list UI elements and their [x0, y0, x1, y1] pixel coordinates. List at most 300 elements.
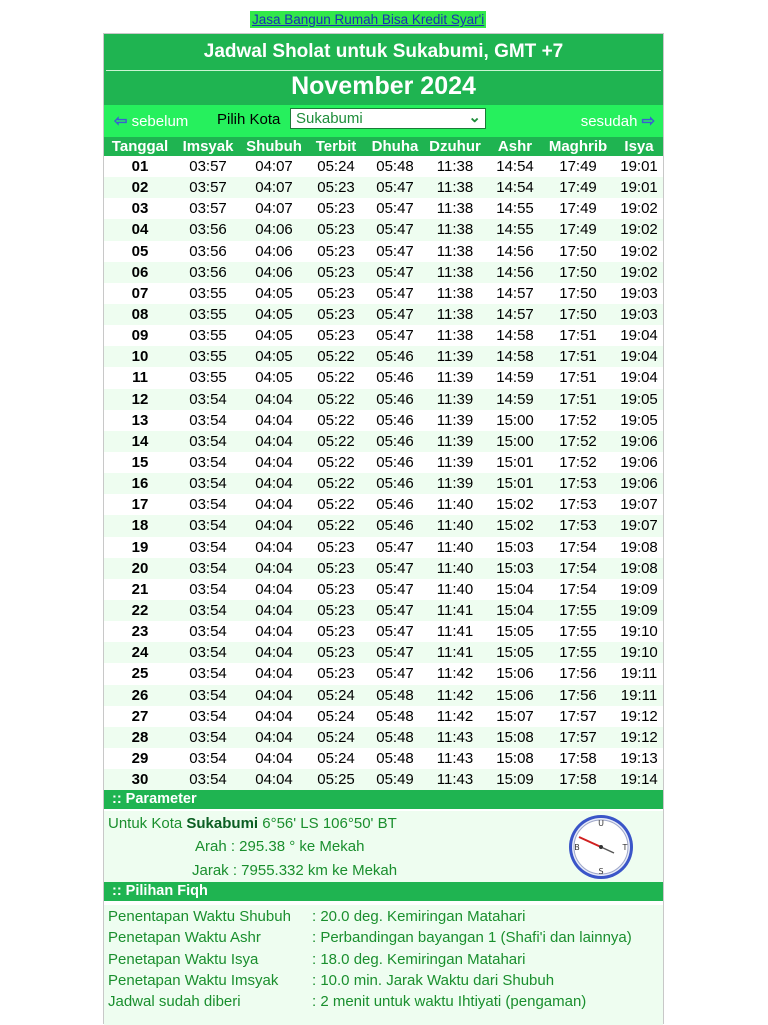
time-cell: 05:23 [317, 221, 355, 239]
time-cell: 03:54 [189, 453, 227, 471]
schedule-table-body [104, 156, 663, 790]
date-cell: 10 [131, 348, 149, 366]
time-cell: 04:04 [255, 432, 293, 450]
table-row [104, 685, 663, 706]
time-cell: 03:54 [189, 601, 227, 619]
time-cell: 03:55 [189, 305, 227, 323]
time-cell: 04:05 [255, 327, 293, 345]
time-cell: 19:02 [620, 263, 658, 281]
time-cell: 11:38 [436, 263, 474, 281]
time-cell: 04:07 [255, 158, 293, 175]
compass-icon [567, 813, 635, 881]
time-cell: 17:50 [559, 242, 597, 260]
time-cell: 17:56 [559, 665, 597, 683]
time-cell: 05:22 [317, 411, 355, 429]
time-cell: 17:51 [559, 369, 597, 387]
time-cell: 05:22 [317, 453, 355, 471]
time-cell: 11:39 [436, 453, 474, 471]
time-cell: 04:04 [255, 623, 293, 641]
time-cell: 03:57 [189, 158, 227, 175]
date-cell: 29 [131, 749, 149, 767]
time-cell: 19:01 [620, 158, 658, 175]
time-cell: 15:01 [496, 453, 534, 471]
date-cell: 12 [131, 390, 149, 408]
table-row [104, 283, 663, 304]
table-row [104, 769, 663, 790]
time-cell: 11:38 [436, 284, 474, 302]
time-cell: 11:40 [436, 496, 474, 514]
time-cell: 05:22 [317, 390, 355, 408]
chevron-down-icon: ⌄ [468, 109, 481, 126]
time-cell: 05:47 [376, 242, 414, 260]
date-cell: 03 [131, 200, 149, 218]
time-cell: 05:24 [317, 158, 355, 175]
time-cell: 15:03 [496, 559, 534, 577]
time-cell: 17:50 [559, 284, 597, 302]
date-cell: 24 [131, 644, 149, 662]
time-cell: 19:09 [620, 601, 658, 619]
time-cell: 17:50 [559, 305, 597, 323]
time-cell: 11:39 [436, 432, 474, 450]
city-select[interactable] [290, 108, 486, 129]
time-cell: 04:04 [255, 580, 293, 598]
qibla-direction: Arah : 295.38 ° ke Mekah [195, 838, 365, 855]
time-cell: 05:48 [376, 707, 414, 725]
time-cell: 04:04 [255, 749, 293, 767]
time-cell: 19:02 [620, 242, 658, 260]
time-cell: 05:46 [376, 390, 414, 408]
time-cell: 15:09 [496, 771, 534, 789]
date-cell: 27 [131, 707, 149, 725]
time-cell: 14:57 [496, 284, 534, 302]
time-cell: 05:23 [317, 263, 355, 281]
time-cell: 04:05 [255, 348, 293, 366]
time-cell: 05:23 [317, 305, 355, 323]
time-cell: 17:55 [559, 601, 597, 619]
time-cell: 19:09 [620, 580, 658, 598]
time-cell: 11:41 [436, 623, 474, 641]
time-cell: 14:56 [496, 242, 534, 260]
date-cell: 18 [131, 517, 149, 535]
time-cell: 11:40 [436, 580, 474, 598]
time-cell: 11:41 [436, 644, 474, 662]
date-cell: 04 [131, 221, 149, 239]
table-row [104, 452, 663, 473]
time-cell: 04:05 [255, 369, 293, 387]
date-cell: 23 [131, 623, 149, 641]
time-cell: 05:46 [376, 496, 414, 514]
time-cell: 15:04 [496, 601, 534, 619]
date-cell: 05 [131, 242, 149, 260]
time-cell: 05:47 [376, 559, 414, 577]
time-cell: 04:04 [255, 644, 293, 662]
parameter-section-header [104, 790, 663, 809]
time-cell: 11:39 [436, 390, 474, 408]
column-header: Maghrib [548, 138, 608, 155]
time-cell: 03:54 [189, 517, 227, 535]
schedule-month: November 2024 [291, 72, 476, 100]
time-cell: 15:08 [496, 728, 534, 746]
time-cell: 04:04 [255, 707, 293, 725]
time-cell: 05:22 [317, 475, 355, 493]
time-cell: 04:05 [255, 284, 293, 302]
table-row [104, 579, 663, 600]
time-cell: 05:24 [317, 749, 355, 767]
table-row [104, 663, 663, 684]
time-cell: 15:05 [496, 644, 534, 662]
fiqh-section [104, 905, 663, 1025]
table-row [104, 558, 663, 579]
time-cell: 04:06 [255, 263, 293, 281]
time-cell: 05:22 [317, 432, 355, 450]
time-cell: 05:22 [317, 369, 355, 387]
time-cell: 05:24 [317, 728, 355, 746]
table-row [104, 156, 663, 177]
next-month-label: sesudah [580, 113, 638, 130]
table-row [104, 367, 663, 388]
time-cell: 11:39 [436, 369, 474, 387]
time-cell: 11:38 [436, 242, 474, 260]
time-cell: 05:46 [376, 348, 414, 366]
time-cell: 05:47 [376, 200, 414, 218]
time-cell: 05:23 [317, 623, 355, 641]
time-cell: 03:54 [189, 686, 227, 704]
time-cell: 17:54 [559, 538, 597, 556]
date-cell: 15 [131, 453, 149, 471]
time-cell: 05:23 [317, 327, 355, 345]
time-cell: 19:06 [620, 432, 658, 450]
mecca-distance: Jarak : 7955.332 km ke Mekah [192, 862, 398, 879]
time-cell: 14:59 [496, 369, 534, 387]
table-row [104, 494, 663, 515]
time-cell: 05:47 [376, 665, 414, 683]
time-cell: 19:03 [620, 284, 658, 302]
time-cell: 05:48 [376, 686, 414, 704]
time-cell: 17:53 [559, 517, 597, 535]
time-cell: 03:54 [189, 538, 227, 556]
time-cell: 05:23 [317, 284, 355, 302]
table-row [104, 262, 663, 283]
time-cell: 03:57 [189, 179, 227, 197]
time-cell: 04:04 [255, 538, 293, 556]
time-cell: 19:02 [620, 221, 658, 239]
fiqh-label: Penentapan Waktu Shubuh [108, 908, 291, 925]
time-cell: 17:55 [559, 644, 597, 662]
table-row [104, 431, 663, 452]
header-divider [106, 70, 661, 71]
table-row [104, 241, 663, 262]
column-header: Shubuh [246, 138, 302, 155]
time-cell: 03:54 [189, 644, 227, 662]
date-cell: 14 [131, 432, 149, 450]
time-cell: 17:52 [559, 432, 597, 450]
time-cell: 03:56 [189, 221, 227, 239]
time-cell: 17:49 [559, 179, 597, 197]
time-cell: 03:56 [189, 242, 227, 260]
time-cell: 19:04 [620, 348, 658, 366]
time-cell: 14:57 [496, 305, 534, 323]
date-cell: 20 [131, 559, 149, 577]
city-select-value: Sukabumi [296, 110, 363, 127]
time-cell: 11:40 [436, 559, 474, 577]
fiqh-label: Penetapan Waktu Isya [108, 950, 259, 968]
time-cell: 19:01 [620, 179, 658, 197]
table-row [104, 346, 663, 367]
time-cell: 05:49 [376, 771, 414, 789]
time-cell: 05:47 [376, 601, 414, 619]
time-cell: 03:54 [189, 665, 227, 683]
time-cell: 14:55 [496, 221, 534, 239]
time-cell: 19:10 [620, 623, 658, 641]
navigation-bar [104, 105, 663, 137]
time-cell: 11:39 [436, 475, 474, 493]
time-cell: 19:02 [620, 200, 658, 218]
time-cell: 17:52 [559, 411, 597, 429]
time-cell: 11:42 [436, 707, 474, 725]
time-cell: 15:07 [496, 707, 534, 725]
time-cell: 19:05 [620, 411, 658, 429]
time-cell: 15:08 [496, 749, 534, 767]
column-header: Terbit [315, 138, 357, 155]
time-cell: 05:47 [376, 580, 414, 598]
table-row [104, 537, 663, 558]
table-row [104, 325, 663, 346]
fiqh-value: : 2 menit untuk waktu Ihtiyati (pengaman) [312, 993, 587, 1011]
time-cell: 15:01 [496, 475, 534, 493]
date-cell: 11 [132, 369, 148, 387]
time-cell: 05:25 [317, 771, 355, 789]
time-cell: 05:24 [317, 686, 355, 704]
table-row [104, 600, 663, 621]
time-cell: 11:40 [436, 517, 474, 535]
time-cell: 05:47 [376, 623, 414, 641]
time-cell: 04:04 [255, 686, 293, 704]
table-header [104, 137, 663, 156]
time-cell: 15:06 [496, 686, 534, 704]
table-row [104, 621, 663, 642]
time-cell: 19:07 [620, 517, 658, 535]
time-cell: 05:46 [376, 453, 414, 471]
time-cell: 17:56 [559, 686, 597, 704]
time-cell: 05:23 [317, 644, 355, 662]
fiqh-section-header [104, 882, 663, 901]
time-cell: 14:56 [496, 263, 534, 281]
time-cell: 17:57 [559, 707, 597, 725]
time-cell: 14:55 [496, 200, 534, 218]
time-cell: 11:38 [436, 179, 474, 197]
time-cell: 05:47 [376, 263, 414, 281]
time-cell: 17:49 [559, 200, 597, 218]
city-select-label: Pilih Kota [217, 111, 281, 128]
time-cell: 19:11 [620, 686, 658, 704]
time-cell: 14:58 [496, 327, 534, 345]
time-cell: 17:51 [559, 390, 597, 408]
time-cell: 03:55 [189, 284, 227, 302]
svg-text:S: S [598, 867, 604, 876]
table-row [104, 727, 663, 748]
svg-text:T: T [622, 843, 628, 852]
time-cell: 05:47 [376, 538, 414, 556]
time-cell: 19:11 [620, 665, 658, 683]
time-cell: 19:04 [620, 327, 658, 345]
svg-text:U: U [598, 819, 604, 828]
time-cell: 15:04 [496, 580, 534, 598]
time-cell: 03:56 [189, 263, 227, 281]
time-cell: 04:04 [255, 411, 293, 429]
time-cell: 17:58 [559, 771, 597, 789]
time-cell: 15:03 [496, 538, 534, 556]
next-month-link[interactable] [581, 111, 655, 131]
time-cell: 04:04 [255, 771, 293, 789]
date-cell: 19 [131, 538, 149, 556]
time-cell: 03:54 [189, 559, 227, 577]
city-name: Sukabumi [186, 815, 259, 832]
time-cell: 19:08 [620, 559, 658, 577]
date-cell: 08 [131, 305, 149, 323]
time-cell: 19:08 [620, 538, 658, 556]
time-cell: 03:54 [189, 432, 227, 450]
date-cell: 16 [131, 475, 149, 493]
time-cell: 19:06 [620, 453, 658, 471]
time-cell: 19:14 [620, 771, 658, 789]
promo-link[interactable]: Jasa Bangun Rumah Bisa Kredit Syar'i [252, 12, 485, 27]
table-row [104, 748, 663, 769]
fiqh-value: : 20.0 deg. Kemiringan Matahari [312, 908, 526, 925]
time-cell: 05:23 [317, 538, 355, 556]
schedule-title: Jadwal Sholat untuk Sukabumi, GMT +7 [203, 41, 564, 62]
time-cell: 11:38 [436, 221, 474, 239]
time-cell: 14:54 [496, 179, 534, 197]
time-cell: 05:23 [317, 242, 355, 260]
time-cell: 11:38 [436, 327, 474, 345]
time-cell: 05:47 [376, 221, 414, 239]
time-cell: 15:00 [496, 411, 534, 429]
time-cell: 04:04 [255, 453, 293, 471]
table-row [104, 304, 663, 325]
table-row [104, 389, 663, 410]
time-cell: 11:38 [436, 200, 474, 218]
time-cell: 11:40 [436, 538, 474, 556]
time-cell: 11:41 [436, 601, 474, 619]
prev-month-label: sebelum [131, 113, 189, 130]
time-cell: 03:54 [189, 390, 227, 408]
time-cell: 03:54 [189, 749, 227, 767]
time-cell: 05:48 [376, 158, 414, 175]
time-cell: 05:46 [376, 475, 414, 493]
table-row [104, 410, 663, 431]
time-cell: 03:55 [189, 348, 227, 366]
time-cell: 15:00 [496, 432, 534, 450]
time-cell: 05:47 [376, 284, 414, 302]
time-cell: 14:54 [496, 158, 534, 175]
time-cell: 05:23 [317, 580, 355, 598]
time-cell: 05:47 [376, 644, 414, 662]
parameter-heading: :: Parameter [112, 791, 197, 807]
time-cell: 04:06 [255, 221, 293, 239]
table-row [104, 642, 663, 663]
time-cell: 11:38 [436, 305, 474, 323]
time-cell: 11:38 [436, 158, 474, 175]
time-cell: 05:48 [376, 728, 414, 746]
time-cell: 03:55 [189, 327, 227, 345]
date-cell: 21 [131, 580, 149, 598]
arrow-left-icon: ⇦ [114, 113, 128, 130]
time-cell: 15:02 [496, 496, 534, 514]
column-header: Dhuha [371, 138, 419, 155]
time-cell: 03:54 [189, 580, 227, 598]
time-cell: 05:23 [317, 559, 355, 577]
time-cell: 03:54 [189, 475, 227, 493]
time-cell: 11:39 [436, 348, 474, 366]
time-cell: 19:12 [620, 728, 658, 746]
fiqh-label: Penetapan Waktu Imsyak [108, 971, 279, 989]
time-cell: 05:47 [376, 327, 414, 345]
time-cell: 04:04 [255, 601, 293, 619]
time-cell: 05:46 [376, 411, 414, 429]
time-cell: 04:04 [255, 559, 293, 577]
column-header: Dzuhur [429, 138, 481, 155]
time-cell: 03:57 [189, 200, 227, 218]
time-cell: 11:39 [436, 411, 474, 429]
table-row [104, 198, 663, 219]
fiqh-value: : 18.0 deg. Kemiringan Matahari [312, 950, 526, 968]
date-cell: 28 [131, 728, 149, 746]
time-cell: 03:54 [189, 411, 227, 429]
time-cell: 05:47 [376, 305, 414, 323]
time-cell: 04:04 [255, 517, 293, 535]
time-cell: 03:54 [189, 707, 227, 725]
time-cell: 17:53 [559, 475, 597, 493]
parameter-section [104, 811, 663, 882]
table-row [104, 706, 663, 727]
time-cell: 17:50 [559, 263, 597, 281]
table-row [104, 473, 663, 494]
time-cell: 17:57 [559, 728, 597, 746]
time-cell: 04:07 [255, 179, 293, 197]
time-cell: 14:58 [496, 348, 534, 366]
time-cell: 04:05 [255, 305, 293, 323]
time-cell: 03:54 [189, 771, 227, 789]
time-cell: 04:04 [255, 390, 293, 408]
fiqh-label: Penetapan Waktu Ashr [108, 929, 261, 947]
time-cell: 05:22 [317, 517, 355, 535]
time-cell: 04:06 [255, 242, 293, 260]
time-cell: 15:02 [496, 517, 534, 535]
time-cell: 11:43 [436, 728, 474, 746]
time-cell: 19:06 [620, 475, 658, 493]
time-cell: 04:04 [255, 475, 293, 493]
fiqh-value: : 10.0 min. Jarak Waktu dari Shubuh [312, 971, 555, 989]
date-cell: 30 [131, 771, 149, 789]
time-cell: 19:03 [620, 305, 658, 323]
column-header: Isya [624, 138, 654, 155]
time-cell: 05:23 [317, 200, 355, 218]
date-cell: 07 [131, 284, 149, 302]
city-prefix: Untuk Kota [108, 815, 183, 832]
time-cell: 05:46 [376, 517, 414, 535]
fiqh-heading: :: Pilihan Fiqh [112, 883, 208, 899]
prayer-schedule-panel [103, 33, 664, 1024]
time-cell: 11:43 [436, 771, 474, 789]
date-cell: 13 [131, 411, 149, 429]
time-cell: 05:46 [376, 432, 414, 450]
prev-month-link[interactable] [114, 111, 188, 131]
time-cell: 05:22 [317, 348, 355, 366]
schedule-header [104, 34, 663, 105]
time-cell: 19:04 [620, 369, 658, 387]
time-cell: 17:58 [559, 749, 597, 767]
time-cell: 04:04 [255, 728, 293, 746]
